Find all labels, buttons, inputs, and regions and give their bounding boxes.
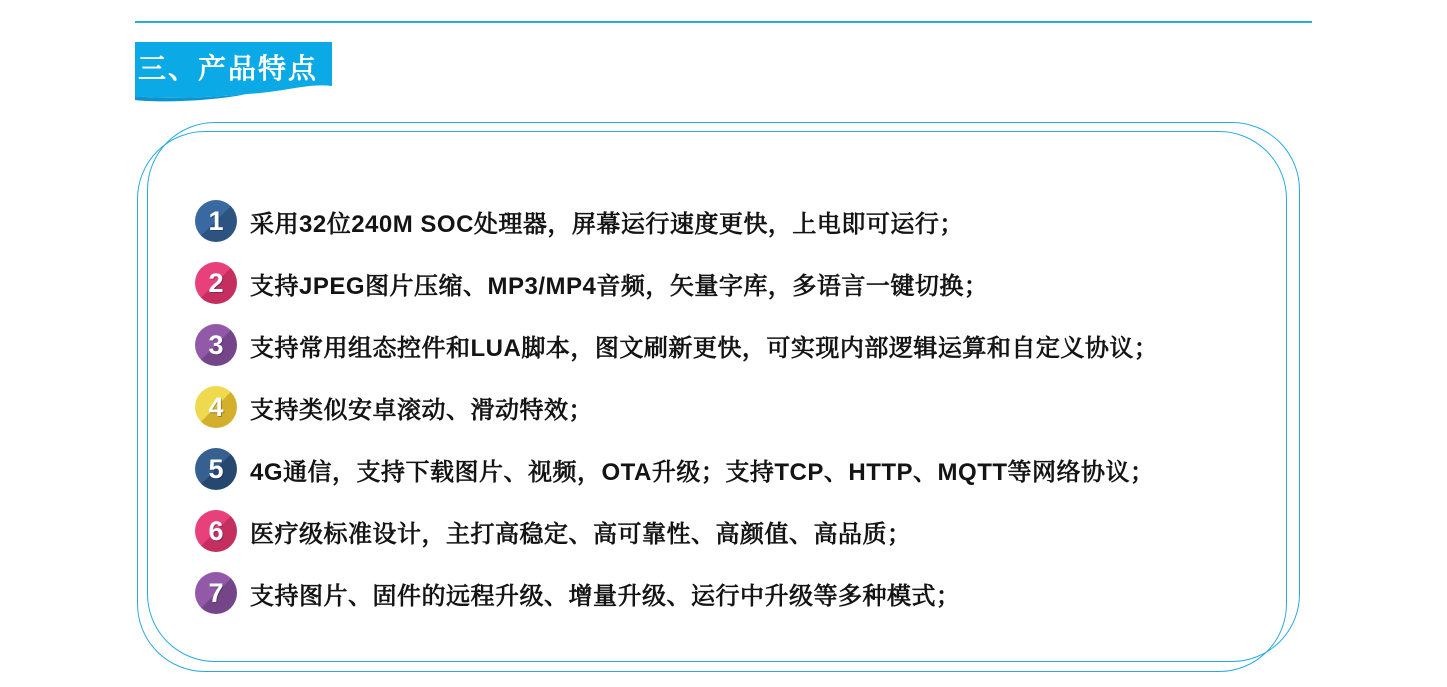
number-badge: 6 bbox=[195, 510, 237, 552]
number-badge: 2 bbox=[195, 262, 237, 304]
feature-text: 支持JPEG图片压缩、MP3/MP4音频，矢量字库，多语言一键切换； bbox=[250, 272, 989, 300]
number-badge: 4 bbox=[195, 386, 237, 428]
feature-row bbox=[195, 510, 1158, 552]
number-badge: 1 bbox=[195, 200, 237, 242]
feature-text: 4G通信，支持下载图片、视频，OTA升级；支持TCP、HTTP、MQTT等网络协议； bbox=[250, 458, 1155, 486]
section-header-badge bbox=[135, 42, 332, 102]
feature-text: 采用32位240M SOC处理器，屏幕运行速度更快，上电即可运行； bbox=[250, 210, 964, 238]
feature-text: 支持类似安卓滚动、滑动特效； bbox=[250, 396, 593, 424]
feature-text: 支持图片、固件的远程升级、增量升级、运行中升级等多种模式； bbox=[250, 582, 961, 610]
number-badge: 7 bbox=[195, 572, 237, 614]
feature-row bbox=[195, 262, 1158, 304]
feature-row bbox=[195, 324, 1158, 366]
number-badge: 5 bbox=[195, 448, 237, 490]
section-title: 三、产品特点 bbox=[137, 53, 318, 84]
feature-list bbox=[195, 200, 1158, 614]
top-divider bbox=[135, 21, 1312, 23]
feature-text: 医疗级标准设计，主打高稳定、高可靠性、高颜值、高品质； bbox=[250, 520, 912, 548]
feature-row bbox=[195, 200, 1158, 242]
feature-row bbox=[195, 572, 1158, 614]
feature-row bbox=[195, 448, 1158, 490]
number-badge: 3 bbox=[195, 324, 237, 366]
feature-row bbox=[195, 386, 1158, 428]
feature-text: 支持常用组态控件和LUA脚本，图文刷新更快，可实现内部逻辑运算和自定义协议； bbox=[250, 334, 1159, 362]
